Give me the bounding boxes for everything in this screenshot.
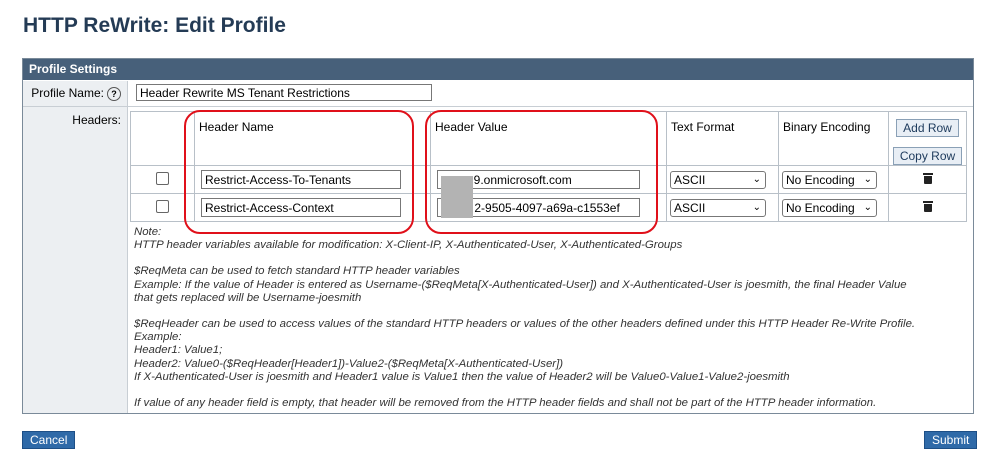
- binary-encoding-value: No Encoding: [786, 172, 855, 187]
- text-format-cell: [667, 166, 779, 194]
- note-line: Header2: Value0-($ReqHeader[Header1])-Value2-($ReqMeta[X-Authenticated-User]): [134, 357, 564, 370]
- binary-encoding-cell: [779, 166, 889, 194]
- column-binary-encoding: [779, 112, 889, 166]
- delete-cell: [889, 166, 967, 194]
- note-line: that gets replaced will be Username-joesmith: [134, 291, 362, 304]
- header-name-highlight: [184, 110, 414, 234]
- column-header-value-label: Header Value: [435, 120, 508, 134]
- submit-button[interactable]: Submit: [924, 431, 977, 449]
- add-row-button[interactable]: Add Row: [896, 119, 959, 137]
- help-icon[interactable]: ?: [107, 87, 121, 101]
- binary-encoding-value: No Encoding: [786, 200, 855, 215]
- column-binary-encoding-label: Binary Encoding: [783, 120, 871, 134]
- note-line: HTTP header variables available for modification: X-Client-IP, X-Authenticated-User, X-Authenticated-Groups: [134, 239, 683, 252]
- chevron-down-icon: ⌄: [863, 201, 872, 213]
- header-value-highlight: [425, 110, 658, 234]
- note-line: $ReqMeta can be used to fetch standard HTTP header variables: [134, 265, 460, 278]
- cancel-button[interactable]: Cancel: [22, 431, 75, 449]
- profile-name-label-text: Profile Name:: [31, 86, 104, 100]
- row-actions-header: [889, 112, 967, 166]
- note-line: Example:: [134, 331, 182, 344]
- trash-icon[interactable]: [923, 201, 933, 212]
- note-line: $ReqHeader can be used to access values of the standard HTTP headers or values of the other headers defined under this HTTP Header Re-Write Profile.: [134, 318, 916, 331]
- chevron-down-icon: ⌄: [863, 173, 872, 185]
- binary-encoding-select[interactable]: [782, 199, 877, 217]
- row-checkbox[interactable]: [156, 172, 169, 185]
- text-format-value: ASCII: [674, 200, 706, 215]
- profile-name-label: [23, 81, 128, 106]
- text-format-cell: [667, 194, 779, 222]
- column-text-format: [667, 112, 779, 166]
- panel-header: Profile Settings: [23, 59, 973, 80]
- note-line: Header1: Value1;: [134, 344, 223, 357]
- delete-cell: [889, 194, 967, 222]
- notes-block: [134, 226, 969, 410]
- headers-label: Headers:: [23, 107, 128, 413]
- copy-row-button[interactable]: Copy Row: [893, 147, 962, 165]
- note-line: If X-Authenticated-User is joesmith and Header1 value is Value1 then the value of Header2 will be Value0-Value1-Value2-joesmith: [134, 370, 790, 383]
- column-text-format-label: Text Format: [671, 120, 735, 134]
- row-checkbox[interactable]: [156, 200, 169, 213]
- text-format-select[interactable]: [670, 199, 766, 217]
- note-line: Example: If the value of Header is entered as Username-($ReqMeta[X-Authenticated-User]) and X-Authenticated-User is joesmith, the final Header Value: [134, 278, 907, 291]
- binary-encoding-select[interactable]: [782, 171, 877, 189]
- note-line: If value of any header field is empty, that header will be removed from the HTTP header fields and shall not be part of the HTTP header information.: [134, 397, 877, 410]
- page-title: HTTP ReWrite: Edit Profile: [23, 14, 286, 37]
- column-header-name-label: Header Name: [199, 120, 274, 134]
- profile-name-row: [23, 81, 973, 107]
- binary-encoding-cell: [779, 194, 889, 222]
- profile-name-input[interactable]: [136, 84, 432, 101]
- note-title: Note:: [134, 226, 162, 238]
- text-format-select[interactable]: [670, 171, 766, 189]
- chevron-down-icon: ⌄: [752, 201, 761, 213]
- trash-icon[interactable]: [923, 173, 933, 184]
- text-format-value: ASCII: [674, 172, 706, 187]
- chevron-down-icon: ⌄: [752, 173, 761, 185]
